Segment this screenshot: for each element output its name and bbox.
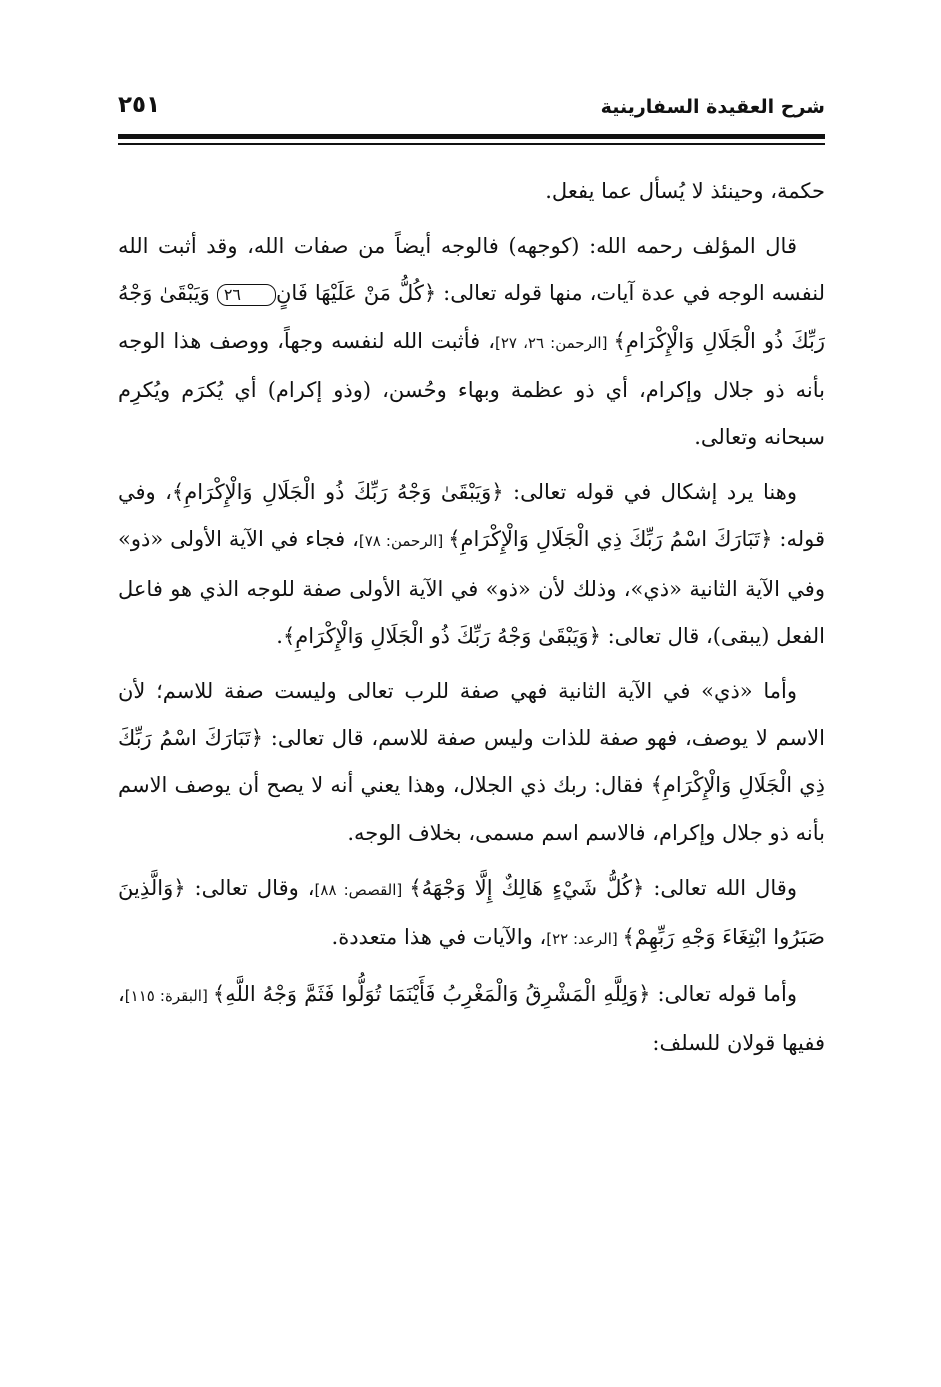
paragraph [118, 469, 825, 660]
paragraph-text: ، ففيها قولان للسلف: [118, 982, 825, 1056]
quran-verse: ﴿تَبَارَكَ اسْمُ رَبِّكَ ذِي الْجَلَالِ وَالْإِكْرَامِ﴾ [118, 726, 825, 798]
paragraph-text: ، فأثبت الله لنفسه وجهاً، ووصف هذا الوجه بأنه ذو جلال وإكرام، أي ذو عظمة وبهاء وحُسن، (وذو إكرام) أي يُكرَم ويُكرِم سبحانه وتعالى. [118, 328, 825, 450]
body-text [118, 168, 825, 1076]
running-title: شرح العقيدة السفارينية [600, 96, 825, 118]
quran-verse: ﴿كُلُّ مَنْ عَلَيْهَا فَانٍ [276, 281, 437, 306]
verse-number-mark: ٢٦ [217, 284, 276, 306]
verse-citation: [الرعد: ٢٢] [546, 930, 623, 949]
paragraph-text: حكمة، وحينئذ لا يُسأل عما يفعل. [545, 179, 825, 203]
verse-citation: [القصص: ٨٨] [314, 880, 410, 899]
paragraph-text: وهنا يرد إشكال في قوله تعالى: [503, 480, 797, 505]
page-header [118, 92, 825, 124]
quran-verse: ﴿تَبَارَكَ اسْمُ رَبِّكَ ذِي الْجَلَالِ وَالْإِكْرَامِ﴾ [448, 527, 773, 552]
header-rule-thick [118, 134, 825, 139]
paragraph [118, 223, 825, 461]
verse-citation: [البقرة: ١١٥] [124, 987, 213, 1006]
paragraph-text: ، والآيات في هذا متعددة. [331, 925, 547, 950]
paragraph [118, 971, 825, 1067]
paragraph-text: وقال الله تعالى: [644, 875, 797, 900]
header-rule-thin [118, 143, 825, 145]
paragraph-text: ، فجاء في الآية الأولى «ذو» وفي الآية الثانية «ذي»، وذلك لأن «ذو» في الآية الأولى صفة للوجه الذي هو فاعل الفعل (يبقى)، قال تعالى: [118, 527, 825, 648]
paragraph [118, 865, 825, 963]
quran-verse: ﴿وَيَبْقَىٰ وَجْهُ رَبِّكَ ذُو الْجَلَالِ وَالْإِكْرَامِ﴾ [171, 480, 504, 505]
verse-citation: [الرحمن: ٧٨] [358, 532, 449, 551]
paragraph [118, 668, 825, 857]
quran-verse: وَيَبْقَىٰ وَجْهُ رَبِّكَ ذُو الْجَلَالِ وَالْإِكْرَامِ﴾ [118, 281, 826, 353]
paragraph-text: وأما «ذي» في الآية الثانية فهي صفة للرب تعالى وليست صفة للاسم؛ لأن الاسم لا يوصف، فهو صفة للذات وليس صفة للاسم، قال تعالى: [118, 679, 825, 751]
verse-citation: [الرحمن: ٢٦، ٢٧] [494, 333, 614, 352]
paragraph-text: . [276, 623, 283, 648]
paragraph-text: ، وفي قوله: [118, 480, 825, 552]
paragraph-text: فقال: ربك ذي الجلال، وهذا يعني أنه لا يصح أن يوصف الاسم بأنه ذو جلال وإكرام، فالاسم اسم مسمى، بخلاف الوجه. [118, 773, 825, 845]
quran-verse: ﴿وَالَّذِينَ صَبَرُوا ابْتِغَاءَ وَجْهِ رَبِّهِمْ﴾ [118, 875, 825, 950]
quran-verse: ﴿كُلُّ شَيْءٍ هَالِكٌ إِلَّا وَجْهَهُ﴾ [409, 875, 645, 900]
quran-verse: ﴿وَلِلَّهِ الْمَشْرِقُ وَالْمَغْرِبُ فَأَيْنَمَا تُوَلُّوا فَثَمَّ وَجْهُ اللَّهِ﴾ [212, 982, 651, 1007]
quran-verse: ﴿وَيَبْقَىٰ وَجْهُ رَبِّكَ ذُو الْجَلَالِ وَالْإِكْرَامِ﴾ [282, 623, 601, 648]
paragraph-text: وأما قوله تعالى: [650, 982, 798, 1007]
paragraph-text: قال المؤلف رحمه الله: (كوجهه) فالوجه أيضاً من صفات الله، وقد أثبت الله لنفسه الوجه في عدة آيات، منها قوله تعالى: [118, 234, 825, 306]
paragraph [118, 168, 825, 215]
page-number: ٢٥١ [118, 92, 161, 118]
paragraph-text: ، وقال تعالى: [185, 875, 315, 900]
